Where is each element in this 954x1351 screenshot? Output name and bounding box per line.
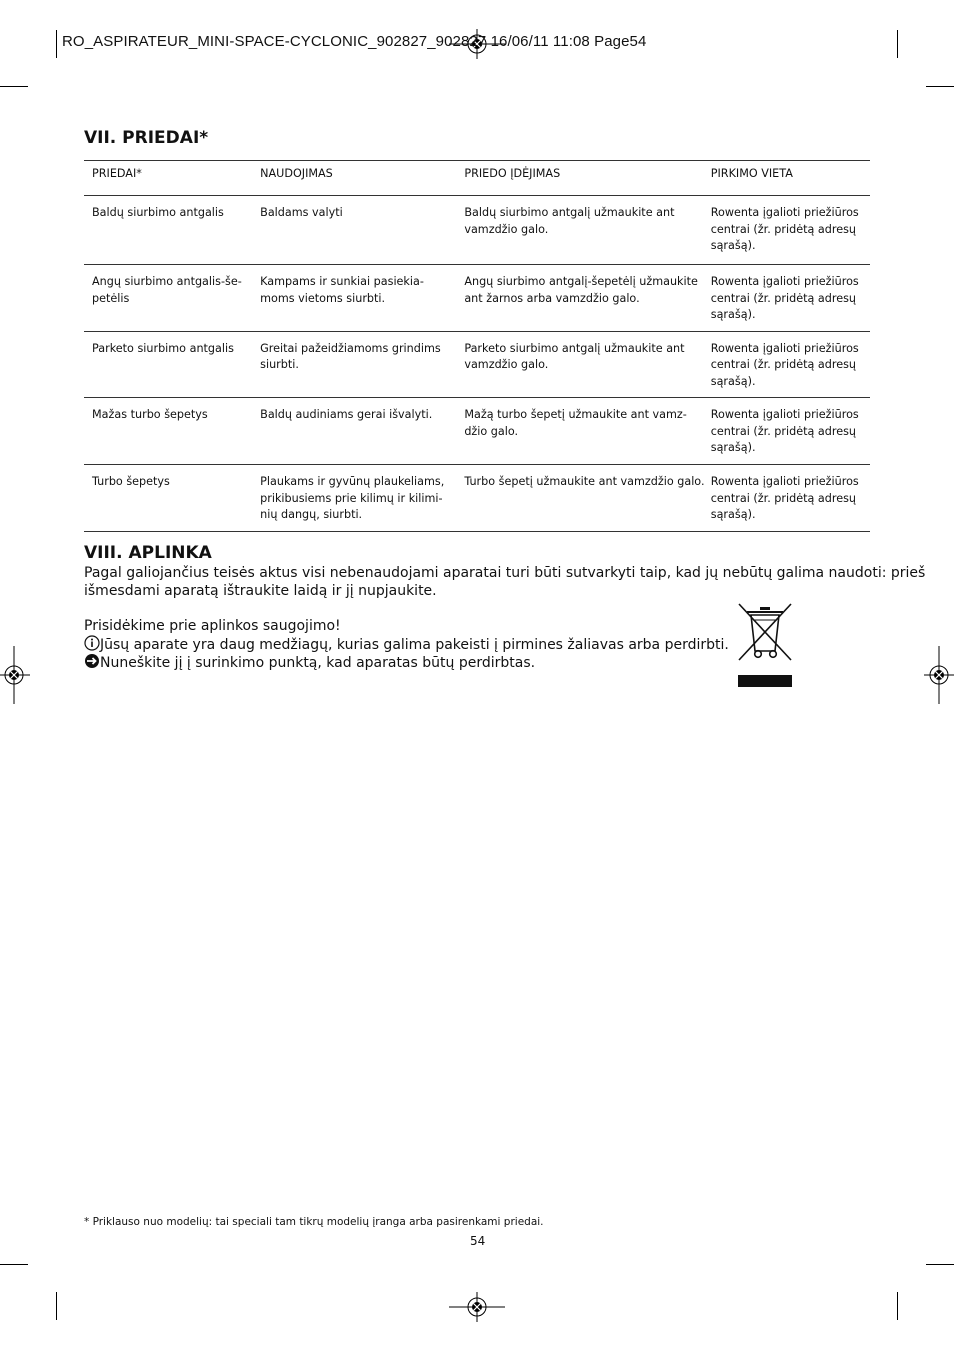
crop-mark: [0, 1264, 28, 1265]
table-cell: Turbo šepetį užmaukite ant vamzdžio galo.: [464, 465, 710, 532]
paragraph-line: išmesdami aparatą ištraukite laidą ir jį nupjaukite.: [84, 583, 437, 599]
crop-mark: [56, 30, 57, 58]
table-cell: Baldų audiniams gerai išvalyti.: [260, 398, 464, 465]
table-cell: Angų siurbimo antgalis-še-petėlis: [84, 265, 260, 332]
column-header: NAUDOJIMAS: [260, 161, 464, 196]
table-row: [84, 465, 870, 532]
table-cell: Mažas turbo šepetys: [84, 398, 260, 465]
info-icon: [84, 635, 100, 651]
crop-mark: [56, 1292, 57, 1320]
table-header-row: [84, 161, 870, 196]
crop-mark: [926, 86, 954, 87]
table-cell: Plaukams ir gyvūnų plaukeliams, prikibusiems prie kilimų ir kilimi-nių dangų, siurbti.: [260, 465, 464, 532]
recycle-text: Nuneškite jį į surinkimo punktą, kad aparatas būtų perdirbtas.: [100, 655, 536, 671]
section-title-environment: VIII. APLINKA: [84, 543, 212, 563]
table-row: [84, 265, 870, 332]
table-row: [84, 331, 870, 398]
footnote: * Priklauso nuo modelių: tai speciali tam tikrų modelių įranga arba pasirenkami priedai.: [84, 1216, 544, 1228]
table-cell: Baldų siurbimo antgalis: [84, 196, 260, 265]
table-cell: Rowenta įgalioti priežiūros centrai (žr. pridėtą adresų sąrašą).: [711, 398, 870, 465]
protect-environment-text: Prisidėkime prie aplinkos saugojimo!: [84, 618, 341, 634]
table-cell: Rowenta įgalioti priežiūros centrai (žr. pridėtą adresų sąrašą).: [711, 265, 870, 332]
recycle-line: [84, 653, 535, 672]
table-cell: Kampams ir sunkiai pasiekia-moms vietoms siurbti.: [260, 265, 464, 332]
arrow-circle-icon: [84, 653, 100, 669]
crop-mark: [0, 86, 28, 87]
table-cell: Rowenta įgalioti priežiūros centrai (žr. pridėtą adresų sąrašą).: [711, 196, 870, 265]
column-header: PRIEDAI*: [84, 161, 260, 196]
table-cell: Rowenta įgalioti priežiūros centrai (žr. pridėtą adresų sąrašą).: [711, 331, 870, 398]
column-header: PIRKIMO VIETA: [711, 161, 870, 196]
table-cell: Angų siurbimo antgalį-šepetėlį užmaukite ant žarnos arba vamzdžio galo.: [464, 265, 710, 332]
crossed-bin-icon: [736, 601, 794, 689]
table-cell: Rowenta įgalioti priežiūros centrai (žr. pridėtą adresų sąrašą).: [711, 465, 870, 532]
crop-mark: [897, 1292, 898, 1320]
table-row: [84, 196, 870, 265]
table-cell: Greitai pažeidžiamoms grindims siurbti.: [260, 331, 464, 398]
crop-mark: [897, 30, 898, 58]
environment-paragraph: [84, 564, 926, 600]
table-cell: Mažą turbo šepetį užmaukite ant vamz-džio galo.: [464, 398, 710, 465]
section-title-accessories: VII. PRIEDAI*: [84, 128, 209, 148]
paragraph-line: Pagal galiojančius teisės aktus visi nebenaudojami aparatai turi būti sutvarkyti taip, kad jų nebūtų galima naudoti: prieš: [84, 565, 926, 581]
table-row: [84, 398, 870, 465]
info-line: [84, 635, 729, 654]
table-cell: Baldų siurbimo antgalį užmaukite ant vamzdžio galo.: [464, 196, 710, 265]
registration-mark-icon: [0, 646, 30, 704]
registration-mark-icon: [924, 646, 954, 704]
table-cell: Baldams valyti: [260, 196, 464, 265]
page-number: 54: [470, 1234, 486, 1248]
table-cell: Parketo siurbimo antgalį užmaukite ant vamzdžio galo.: [464, 331, 710, 398]
registration-mark-icon: [449, 1292, 505, 1322]
table-cell: Parketo siurbimo antgalis: [84, 331, 260, 398]
table-cell: Turbo šepetys: [84, 465, 260, 532]
info-text: Jūsų aparate yra daug medžiagų, kurias galima pakeisti į pirmines žaliavas arba perdirbti.: [100, 637, 729, 653]
column-header: PRIEDO ĮDĖJIMAS: [464, 161, 710, 196]
accessories-table: [84, 160, 870, 532]
file-slug: RO_ASPIRATEUR_MINI-SPACE-CYCLONIC_902827_902827 16/06/11 11:08 Page54: [62, 33, 647, 50]
crop-mark: [926, 1264, 954, 1265]
